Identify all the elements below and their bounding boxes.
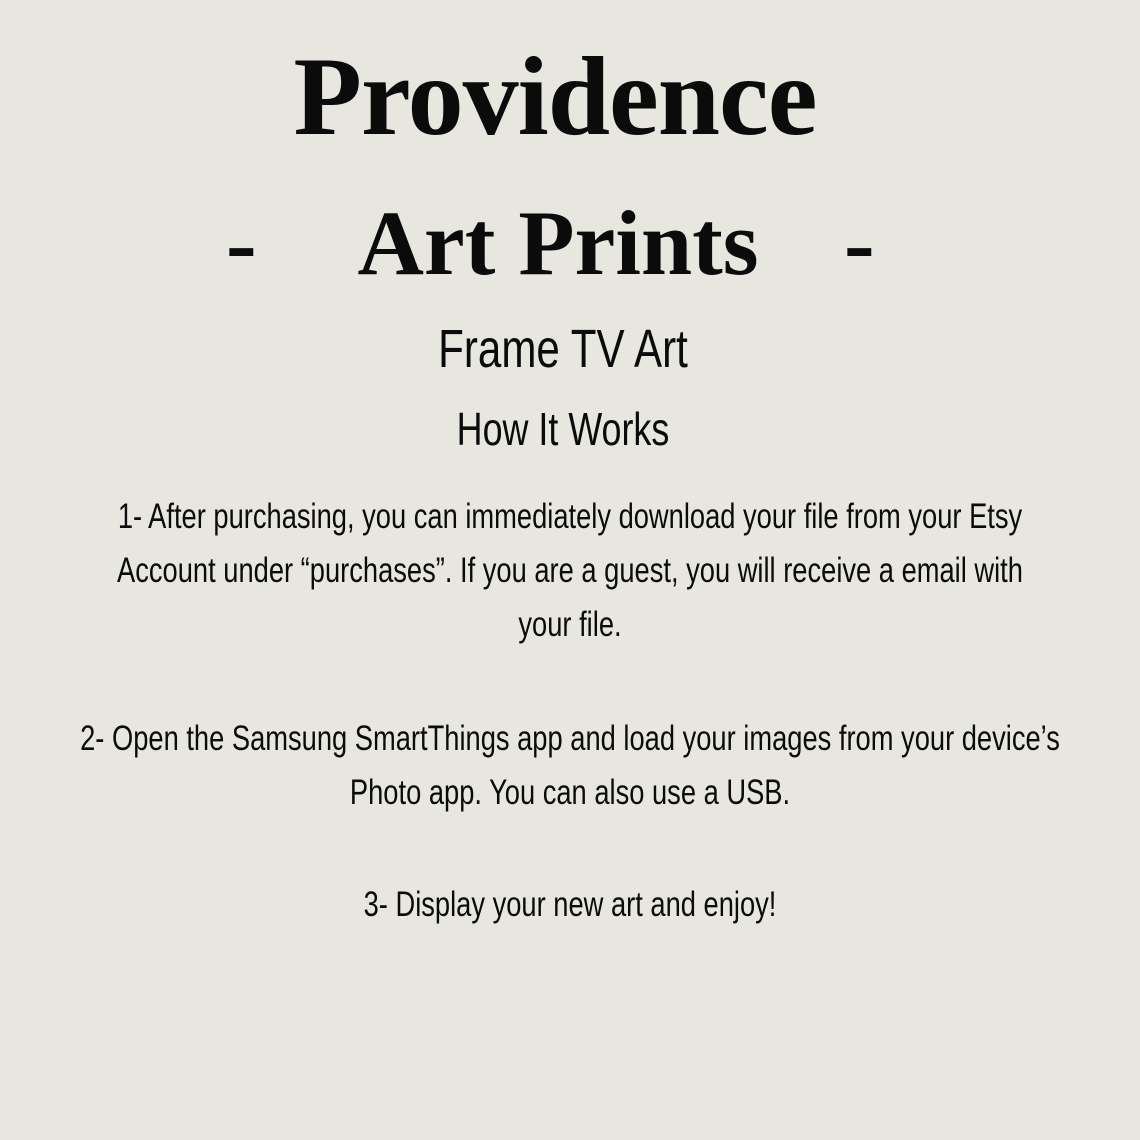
step-3-text <box>79 878 1062 932</box>
subtitle-dash-right: - <box>844 192 875 294</box>
brand-title: Providence <box>293 35 817 159</box>
step-2-line-1: 2- Open the Samsung SmartThings app and load your images from your device’s <box>80 719 1060 758</box>
subtitle-art-prints: Art Prints <box>357 192 759 294</box>
subtitle-dash-left: - <box>226 192 257 294</box>
step-2-text <box>79 712 1062 820</box>
step-1-line-2: Account under “purchases”. If you are a guest, you will receive a email with <box>117 551 1023 590</box>
step-1-text <box>79 490 1062 652</box>
product-label: Frame TV Art <box>438 319 688 379</box>
subtitle-row <box>0 188 1140 298</box>
step-1-line-1: 1- After purchasing, you can immediately download your file from your Etsy <box>117 497 1023 536</box>
step-3-line-1: 3- Display your new art and enjoy! <box>363 885 777 924</box>
step-2-line-2: Photo app. You can also use a USB. <box>349 773 791 812</box>
section-heading: How It Works <box>456 403 670 455</box>
step-1-line-3: your file. <box>518 605 622 644</box>
